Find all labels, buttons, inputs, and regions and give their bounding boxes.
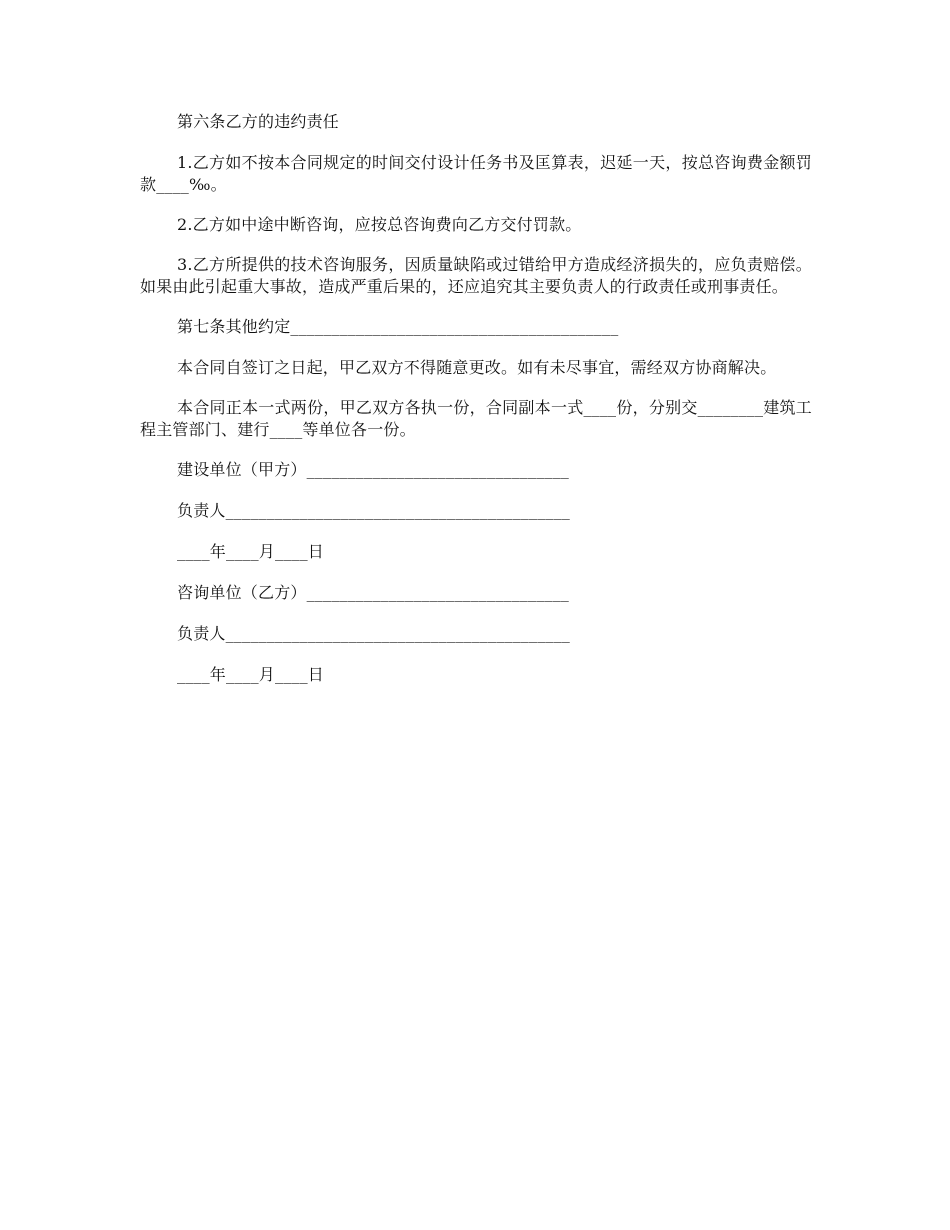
article-6-item-1: 1.乙方如不按本合同规定的时间交付设计任务书及匡算表，迟延一天，按总咨询费金额罚款____‰。 [140, 153, 812, 194]
party-b-unit-line: 咨询单位（乙方）________________________________ [177, 583, 570, 602]
party-a-unit-line: 建设单位（甲方）________________________________ [177, 460, 570, 479]
party-a-person-line: 负责人__________________________________________ [177, 501, 570, 520]
party-b-person-line: 负责人__________________________________________ [177, 624, 570, 643]
document-body [140, 111, 812, 705]
party-b-date-line: ____年____月____日 [177, 665, 325, 684]
copies-clause: 本合同正本一式两份，甲乙双方各执一份，合同副本一式____份，分别交________建筑工程主管部门、建行____等单位各一份。 [140, 398, 812, 439]
effective-clause: 本合同自签订之日起，甲乙双方不得随意更改。如有未尽事宜，需经双方协商解决。 [177, 358, 777, 377]
article-6-item-3: 3.乙方所提供的技术咨询服务，因质量缺陷或过错给甲方造成经济损失的，应负责赔偿。如果由此引起重大事故，造成严重后果的，还应追究其主要负责人的行政责任或刑事责任。 [140, 255, 812, 296]
party-a-date-line: ____年____月____日 [177, 542, 325, 561]
article-6-heading: 第六条乙方的违约责任 [177, 112, 340, 131]
article-6-item-2: 2.乙方如中途中断咨询，应按总咨询费向乙方交付罚款。 [177, 215, 582, 234]
article-7-heading: 第七条其他约定________________________________________ [177, 317, 619, 336]
